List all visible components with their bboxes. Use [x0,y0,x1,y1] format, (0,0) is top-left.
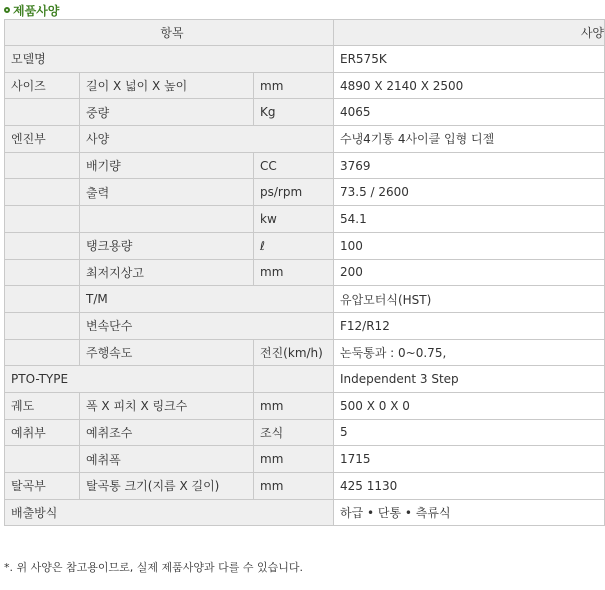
row-unit: kw [254,206,334,233]
table-row [5,446,605,473]
row-unit: mm [254,392,334,419]
row-value: 500 X 0 X 0 [334,392,605,419]
row-value: 100 [334,232,605,259]
table-row [5,232,605,259]
row-category [5,206,80,233]
table-row [5,366,605,393]
footnote: *. 위 사양은 참고용이므로, 실제 제품사양과 다를 수 있습니다. [4,561,303,574]
row-unit: CC [254,152,334,179]
row-item: 출력 [80,179,254,206]
row-category [5,99,80,126]
row-category [5,339,80,366]
row-item: 폭 X 피치 X 링크수 [80,392,254,419]
table-row [5,392,605,419]
row-value: 논둑통과 : 0~0.75, [334,339,605,366]
row-item: 배기량 [80,152,254,179]
row-item: 변속단수 [80,312,334,339]
section-title-text: 제품사양 [13,3,60,18]
row-item: 예취폭 [80,446,254,473]
row-label: PTO-TYPE [5,366,254,393]
row-item: 사양 [80,126,334,153]
table-row [5,312,605,339]
row-item: 탱크용량 [80,232,254,259]
row-unit: 조식 [254,419,334,446]
table-row [5,152,605,179]
row-item: 최저지상고 [80,259,254,286]
table-row [5,339,605,366]
row-label: 배출방식 [5,499,334,526]
spec-table [4,19,605,526]
row-value: 54.1 [334,206,605,233]
row-value: 하급 • 단통 • 측류식 [334,499,605,526]
row-category [5,232,80,259]
row-item: 길이 X 넓이 X 높이 [80,72,254,99]
header-item: 항목 [5,20,334,46]
table-row [5,499,605,526]
row-unit [254,366,334,393]
row-value: 5 [334,419,605,446]
row-item: 예취조수 [80,419,254,446]
row-item: 주행속도 [80,339,254,366]
row-category [5,152,80,179]
row-value: 73.5 / 2600 [334,179,605,206]
row-value: 425 1130 [334,473,605,500]
row-item: 중량 [80,99,254,126]
table-row [5,179,605,206]
row-item [80,206,254,233]
row-category: 예취부 [5,419,80,446]
row-value: 3769 [334,152,605,179]
table-row [5,473,605,500]
row-item: T/M [80,286,334,313]
row-value: ER575K [334,46,605,73]
row-unit: ps/rpm [254,179,334,206]
table-row [5,99,605,126]
row-unit: mm [254,473,334,500]
row-category [5,312,80,339]
row-unit: mm [254,446,334,473]
row-value: 4065 [334,99,605,126]
row-category: 궤도 [5,392,80,419]
row-item: 탈곡통 크기(지름 X 길이) [80,473,254,500]
table-row [5,46,605,73]
row-category: 탈곡부 [5,473,80,500]
circle-bullet-icon [4,7,10,13]
row-unit: 전진(km/h) [254,339,334,366]
row-category [5,259,80,286]
row-value: 200 [334,259,605,286]
row-category [5,286,80,313]
row-unit: mm [254,72,334,99]
table-row [5,206,605,233]
row-value: 수냉4기통 4사이클 입형 디젤 [334,126,605,153]
table-header-row [5,20,605,46]
table-row [5,286,605,313]
table-row [5,72,605,99]
table-row [5,126,605,153]
row-value: 유압모터식(HST) [334,286,605,313]
table-row [5,419,605,446]
row-value: 1715 [334,446,605,473]
row-label: 모델명 [5,46,334,73]
row-unit: Kg [254,99,334,126]
row-category [5,446,80,473]
table-row [5,259,605,286]
row-unit: ℓ [254,232,334,259]
row-category [5,179,80,206]
row-category: 엔진부 [5,126,80,153]
section-title [4,2,59,18]
row-value: Independent 3 Step [334,366,605,393]
header-spec: 사양 [334,20,605,46]
row-unit: mm [254,259,334,286]
row-value: F12/R12 [334,312,605,339]
row-value: 4890 X 2140 X 2500 [334,72,605,99]
row-category: 사이즈 [5,72,80,99]
